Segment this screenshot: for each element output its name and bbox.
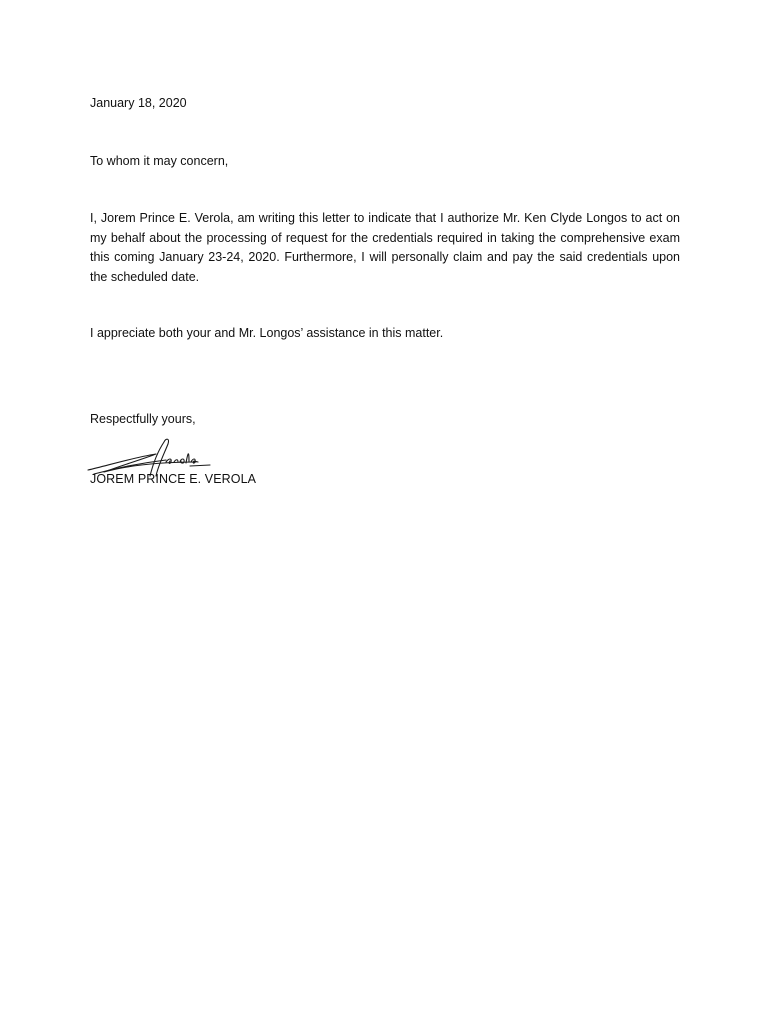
letter-salutation: To whom it may concern,	[90, 154, 229, 168]
letter-appreciation: I appreciate both your and Mr. Longos’ assistance in this matter.	[90, 326, 444, 340]
letter-date: January 18, 2020	[90, 96, 187, 110]
signer-name: JOREM PRINCE E. VEROLA	[90, 472, 257, 486]
letter-paragraph: I, Jorem Prince E. Verola, am writing this letter to indicate that I authorize Mr. Ken Clyde Longos to act on my behalf about the processing of request for the credentials required in taking the comprehensive exam this coming January 23-24, 2020. Furthermore, I will personally claim and pay the said credentials upon the scheduled date.	[90, 211, 680, 284]
letter-body	[90, 94, 680, 486]
letter-closing: Respectfully yours,	[90, 412, 196, 426]
